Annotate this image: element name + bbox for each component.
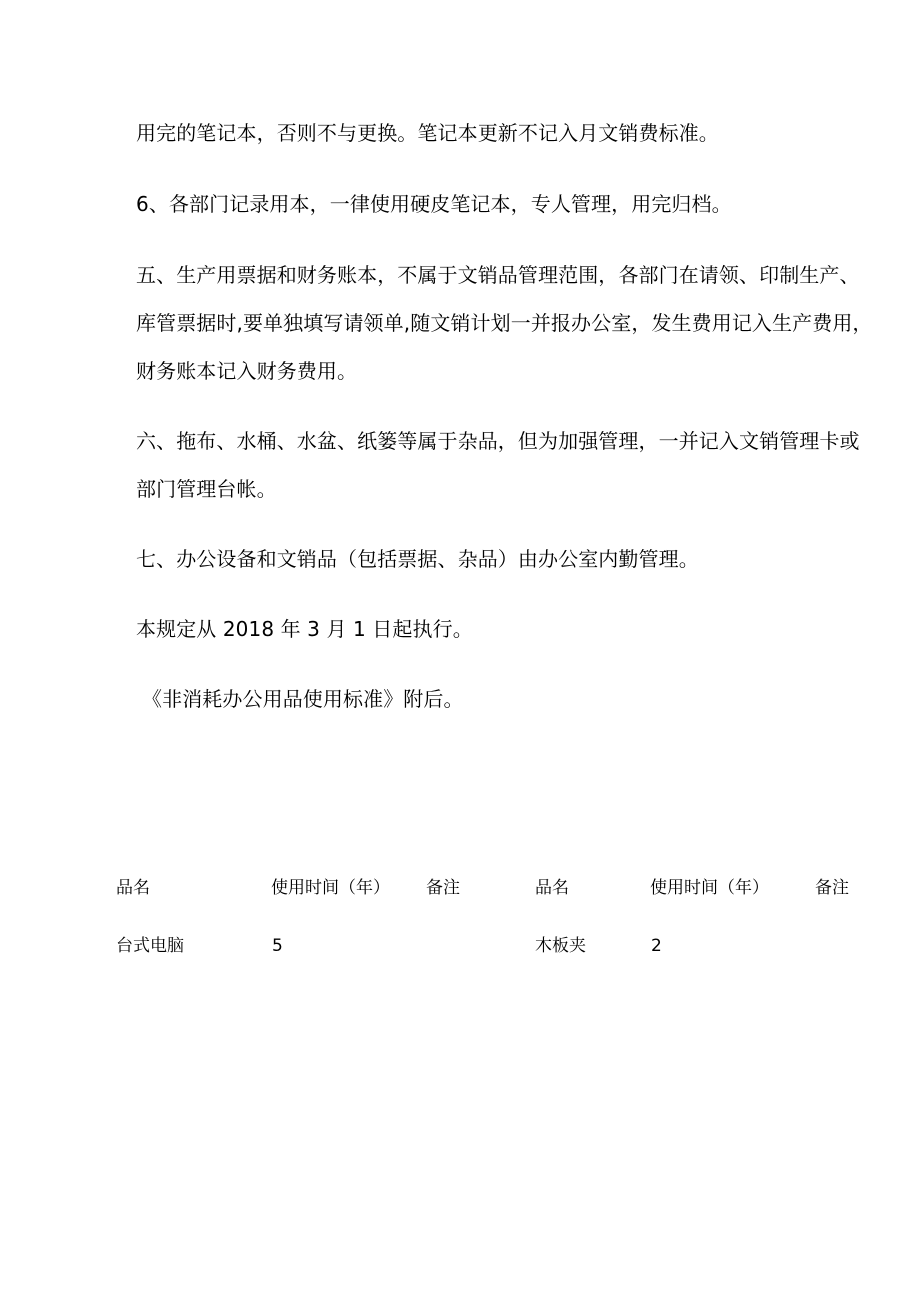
paragraph-section-5-line-2: 库管票据时,要单独填写请领单,随文销计划一并报办公室，发生费用记入生产费用， bbox=[136, 311, 873, 335]
header-usage-years-1: 使用时间（年） bbox=[271, 878, 390, 898]
header-usage-years-2: 使用时间（年） bbox=[650, 878, 769, 898]
cell-item-name-2: 木板夹 bbox=[535, 936, 586, 956]
cell-item-name-1: 台式电脑 bbox=[116, 936, 184, 956]
paragraph-section-7: 七、办公设备和文销品（包括票据、杂品）由办公室内勤管理。 bbox=[136, 547, 699, 571]
header-remarks-1: 备注 bbox=[426, 878, 460, 898]
paragraph-effective-date: 本规定从 2018 年 3 月 1 日起执行。 bbox=[136, 617, 473, 641]
header-item-name-2: 品名 bbox=[535, 878, 569, 898]
paragraph-notebook-tail: 用完的笔记本，否则不与更换。笔记本更新不记入月文销费标准。 bbox=[136, 121, 719, 145]
header-item-name-1: 品名 bbox=[116, 878, 150, 898]
paragraph-section-6-line-2: 部门管理台帐。 bbox=[136, 477, 277, 501]
cell-usage-years-2: 2 bbox=[651, 936, 662, 956]
paragraph-section-5-line-1: 五、生产用票据和财务账本，不属于文销品管理范围，各部门在请领、印制生产、 bbox=[136, 263, 860, 287]
paragraph-section-5-line-3: 财务账本记入财务费用。 bbox=[136, 359, 358, 383]
header-remarks-2: 备注 bbox=[815, 878, 849, 898]
paragraph-item-6: 6、各部门记录用本，一律使用硬皮笔记本，专人管理，用完归档。 bbox=[136, 192, 732, 216]
paragraph-appendix-note: 《非消耗办公用品使用标准》附后。 bbox=[142, 687, 464, 711]
cell-usage-years-1: 5 bbox=[272, 936, 283, 956]
paragraph-section-6-line-1: 六、拖布、水桶、水盆、纸篓等属于杂品，但为加强管理，一并记入文销管理卡或 bbox=[136, 429, 860, 453]
